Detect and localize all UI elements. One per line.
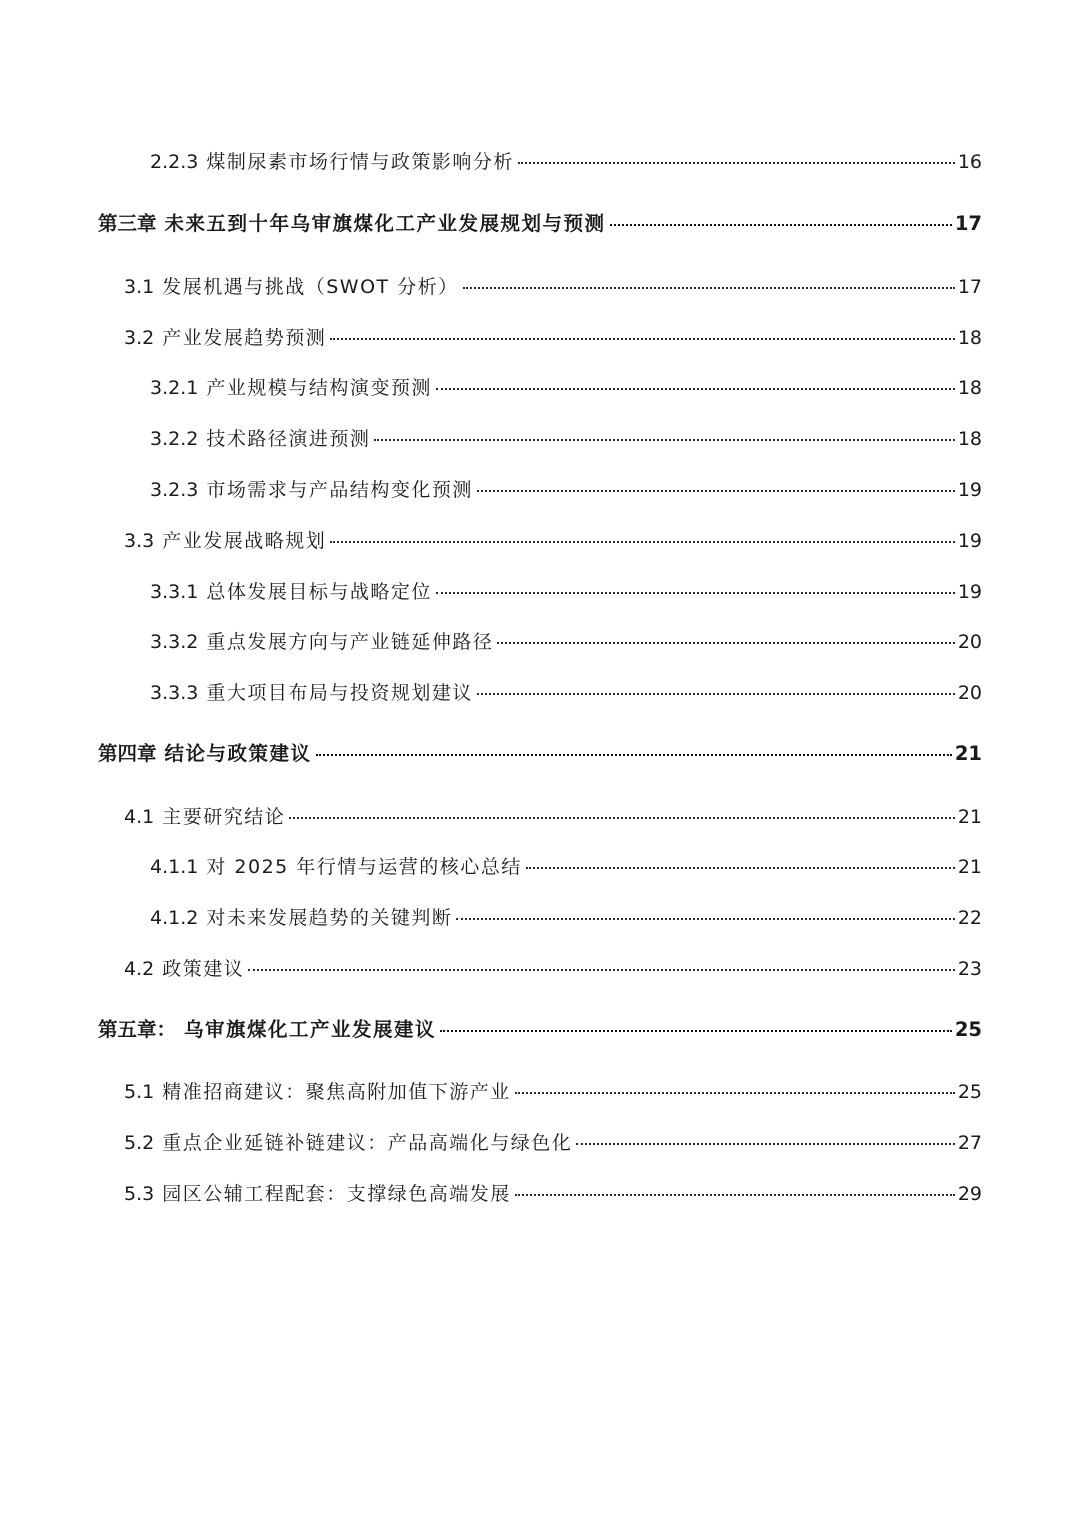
toc-entry[interactable] [150, 425, 982, 453]
toc-entry[interactable] [150, 578, 982, 606]
toc-entry-number: 4.1.2 [150, 907, 199, 929]
toc-leader-dots [497, 642, 954, 644]
toc-entry-title: 园区公辅工程配套：支撑绿色高端发展 [162, 1183, 511, 1205]
toc-entry-page: 19 [957, 581, 982, 603]
toc-leader-dots [526, 867, 955, 869]
toc-leader-dots [477, 693, 955, 695]
toc-leader-dots [477, 490, 955, 492]
toc-leader-dots [518, 162, 955, 164]
toc-entry[interactable] [124, 527, 982, 555]
toc-entry-page: 21 [954, 742, 982, 765]
toc-leader-dots [576, 1143, 955, 1145]
toc-leader-dots [248, 969, 955, 971]
toc-entry-number: 5.1 [124, 1081, 155, 1103]
toc-entry-number: 3.3 [124, 530, 155, 552]
toc-entry-number: 3.2.3 [150, 479, 199, 501]
toc-entry-number: 3.3.2 [150, 631, 199, 653]
toc-chapter-entry[interactable] [98, 1016, 982, 1044]
toc-entry-page: 17 [954, 212, 982, 235]
toc-entry-title: 未来五到十年乌审旗煤化工产业发展规划与预测 [164, 212, 606, 235]
toc-entry-page: 18 [957, 327, 982, 349]
toc-leader-dots [456, 918, 954, 920]
toc-leader-dots [436, 388, 955, 390]
toc-entry[interactable] [124, 803, 982, 831]
toc-leader-dots [463, 287, 955, 289]
toc-entry[interactable] [150, 374, 982, 402]
toc-entry-title: 结论与政策建议 [164, 742, 312, 765]
toc-leader-dots [374, 439, 954, 441]
toc-entry-number: 3.2 [124, 327, 155, 349]
toc-entry-page: 19 [957, 479, 982, 501]
toc-entry-number: 第四章 [98, 742, 157, 765]
toc-leader-dots [330, 338, 955, 340]
toc-entry[interactable] [124, 1129, 982, 1157]
toc-entry[interactable] [150, 628, 982, 656]
toc-entry[interactable] [150, 679, 982, 707]
toc-entry-page: 18 [957, 377, 982, 399]
toc-entry-page: 25 [954, 1018, 982, 1041]
toc-entry-title: 总体发展目标与战略定位 [206, 581, 432, 603]
toc-entry[interactable] [124, 1180, 982, 1208]
toc-entry-title: 产业发展趋势预测 [162, 327, 327, 349]
toc-entry[interactable] [150, 904, 982, 932]
toc-leader-dots [436, 592, 955, 594]
toc-entry-number: 第三章 [98, 212, 157, 235]
toc-entry-page: 21 [957, 806, 982, 828]
toc-leader-dots [440, 1030, 952, 1032]
toc-entry-number: 4.1.1 [150, 856, 199, 878]
toc-entry-page: 17 [957, 276, 982, 298]
toc-entry-number: 3.3.3 [150, 682, 199, 704]
toc-entry-title: 煤制尿素市场行情与政策影响分析 [206, 151, 514, 173]
toc-entry-title: 精准招商建议：聚焦高附加值下游产业 [162, 1081, 511, 1103]
toc-entry-title: 政策建议 [162, 958, 245, 980]
toc-entry-title: 乌审旗煤化工产业发展建议 [184, 1018, 437, 1041]
toc-entry-number: 2.2.3 [150, 151, 199, 173]
toc-leader-dots [289, 817, 955, 819]
toc-entry-page: 16 [957, 151, 982, 173]
toc-entry[interactable] [150, 148, 982, 176]
toc-entry[interactable] [150, 476, 982, 504]
toc-entry-number: 3.1 [124, 276, 155, 298]
toc-leader-dots [515, 1092, 955, 1094]
toc-entry-number: 5.2 [124, 1132, 155, 1154]
toc-entry-page: 20 [957, 631, 982, 653]
toc-entry-page: 25 [957, 1081, 982, 1103]
toc-entry-page: 19 [957, 530, 982, 552]
toc-entry[interactable] [150, 853, 982, 881]
toc-entry-title: 对 2025 年行情与运营的核心总结 [206, 856, 522, 878]
toc-entry-page: 21 [957, 856, 982, 878]
toc-entry-number: 5.3 [124, 1183, 155, 1205]
toc-entry-page: 29 [957, 1183, 982, 1205]
toc-entry-title: 重点企业延链补链建议：产品高端化与绿色化 [162, 1132, 573, 1154]
toc-entry-title: 主要研究结论 [162, 806, 286, 828]
toc-entry-number: 4.2 [124, 958, 155, 980]
toc-entry-page: 27 [957, 1132, 982, 1154]
toc-entry-number: 4.1 [124, 806, 155, 828]
toc-entry-page: 20 [957, 682, 982, 704]
toc-chapter-entry[interactable] [98, 210, 982, 238]
toc-entry-title: 对未来发展趋势的关键判断 [206, 907, 453, 929]
toc-leader-dots [515, 1194, 955, 1196]
toc-chapter-entry[interactable] [98, 740, 982, 768]
toc-entry-page: 18 [957, 428, 982, 450]
toc-leader-dots [330, 541, 955, 543]
toc-entry-number: 3.2.2 [150, 428, 199, 450]
toc-leader-dots [610, 224, 952, 226]
toc-entry-title: 市场需求与产品结构变化预测 [206, 479, 473, 501]
toc-leader-dots [316, 754, 952, 756]
toc-entry-number: 3.3.1 [150, 581, 199, 603]
toc-entry-title: 重点发展方向与产业链延伸路径 [206, 631, 494, 653]
toc-entry-number: 3.2.1 [150, 377, 199, 399]
toc-entry[interactable] [124, 324, 982, 352]
toc-entry-title: 产业发展战略规划 [162, 530, 327, 552]
toc-entry-page: 23 [957, 958, 982, 980]
toc-entry-title: 技术路径演进预测 [206, 428, 371, 450]
toc-entry-page: 22 [957, 907, 982, 929]
toc-entry[interactable] [124, 273, 982, 301]
toc-entry-title: 重大项目布局与投资规划建议 [206, 682, 473, 704]
toc-entry-title: 发展机遇与挑战（SWOT 分析） [162, 276, 459, 298]
toc-entry-title: 产业规模与结构演变预测 [206, 377, 432, 399]
toc-entry-number: 第五章： [98, 1018, 177, 1041]
toc-entry[interactable] [124, 1078, 982, 1106]
toc-entry[interactable] [124, 955, 982, 983]
